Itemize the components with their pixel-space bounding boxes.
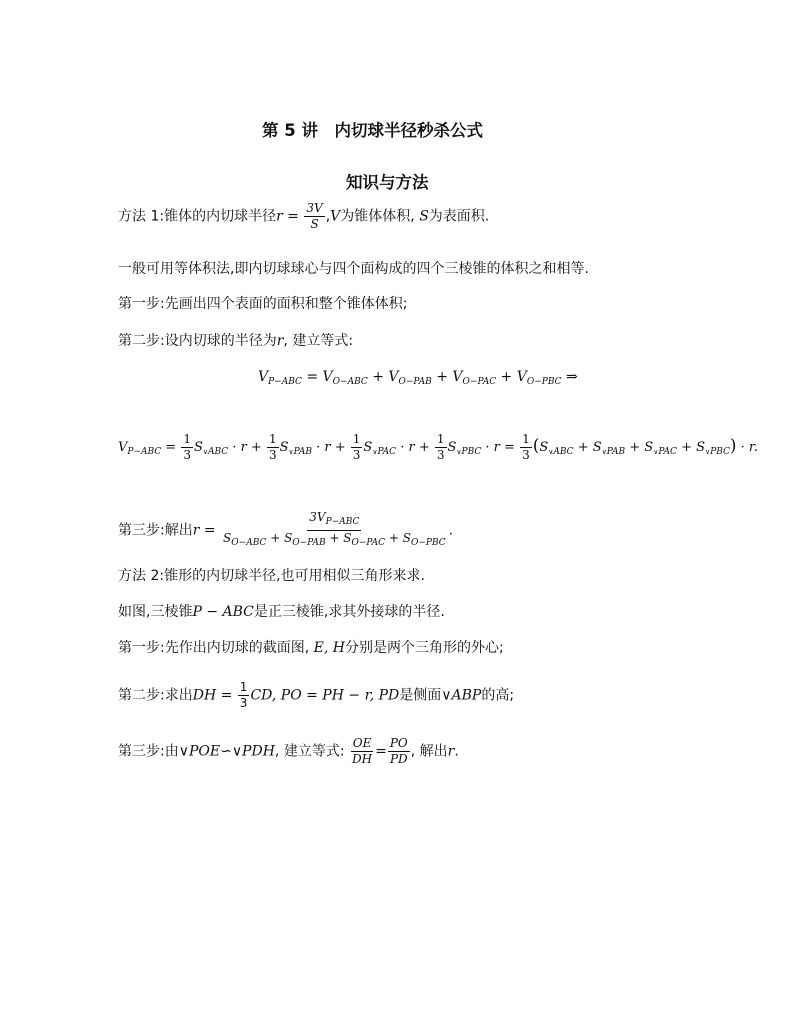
step2-line: 第二步:设内切球的半径为r, 建立等式: bbox=[118, 333, 354, 349]
fraction: $\frac{1}{3}$ bbox=[183, 432, 191, 462]
fraction: $\frac{1}{3}$ bbox=[436, 432, 445, 462]
equation-volume-sum: $V_{P-ABC} = V_{O-ABC} + V_{O-PAB} + V_{O-PAC} + V_{O-PBC}$ ⇒ bbox=[258, 369, 578, 387]
section-subtitle: 知识与方法 bbox=[346, 173, 429, 192]
method1-line: 方法 1:锥体的内切球半径r = $\frac{3V}{S}$ ,V为锥体体积, S为表面积. bbox=[118, 201, 490, 231]
fraction: $\frac{1}{3}$ bbox=[352, 432, 361, 462]
fraction: $\frac{3V}{S}$ bbox=[306, 201, 323, 231]
step3-line: 第三步:解出r = $\frac{3V_{P-ABC}}{S_{O-ABC} + S_{O-PAB} + S_{O-PAC} + S_{O-PBC}}$ . bbox=[118, 510, 453, 551]
m2-step3-line: 第三步:由∨POE∽∨PDH, 建立等式: $\frac{OE}{DH}$ = $\frac{PO}{PD}$ , 解出r. bbox=[118, 736, 459, 766]
fraction: $\frac{PO}{PD}$ bbox=[389, 736, 408, 766]
general-text: 一般可用等体积法,即内切球球心与四个面构成的四个三棱锥的体积之和相等. bbox=[118, 261, 589, 277]
equation-volume-expanded: $V_{P-ABC}$ = $\frac{1}{3}$ $S_{\vee ABC} \cdot r$ + $\frac{1}{3}$ $S_{\vee PAB} \cdot r$ + $\frac{1}{3}$ $S_{\vee PAC} \cdot r$ + $\frac{1}{3}$ $S_{\vee PBC} \cdot r$ = $\frac{1}{3}$ $(S_{\vee ABC} + S_{\vee PAB} + S_{\vee PAC} + S_{\vee PBC}) \cdot r$. bbox=[118, 432, 758, 462]
example-line: 如图,三棱锥P − ABC是正三棱锥,求其外接球的半径. bbox=[118, 604, 445, 620]
m2-step2-line: 第二步:求出DH = $\frac{1}{3}$ CD, PO = PH − r, PD是侧面∨ABP的高; bbox=[118, 680, 515, 710]
method2-text: 方法 2:锥形的内切球半径,也可用相似三角形来求. bbox=[118, 568, 425, 584]
fraction: $\frac{1}{3}$ bbox=[239, 680, 248, 710]
m2-step1-line: 第一步:先作出内切球的截面图, E, H分别是两个三角形的外心; bbox=[118, 640, 504, 656]
fraction: $\frac{3V_{P-ABC}}{S_{O-ABC} + S_{O-PAB} + S_{O-PAC} + S_{O-PBC}}$ bbox=[223, 510, 446, 548]
step1-text: 第一步:先画出四个表面的面积和整个锥体体积; bbox=[118, 296, 408, 312]
page-title: 第 5 讲 内切球半径秒杀公式 bbox=[262, 121, 483, 140]
fraction: $\frac{OE}{DH}$ bbox=[352, 736, 373, 766]
fraction: $\frac{1}{3}$ bbox=[522, 432, 530, 462]
fraction: $\frac{1}{3}$ bbox=[268, 432, 277, 462]
